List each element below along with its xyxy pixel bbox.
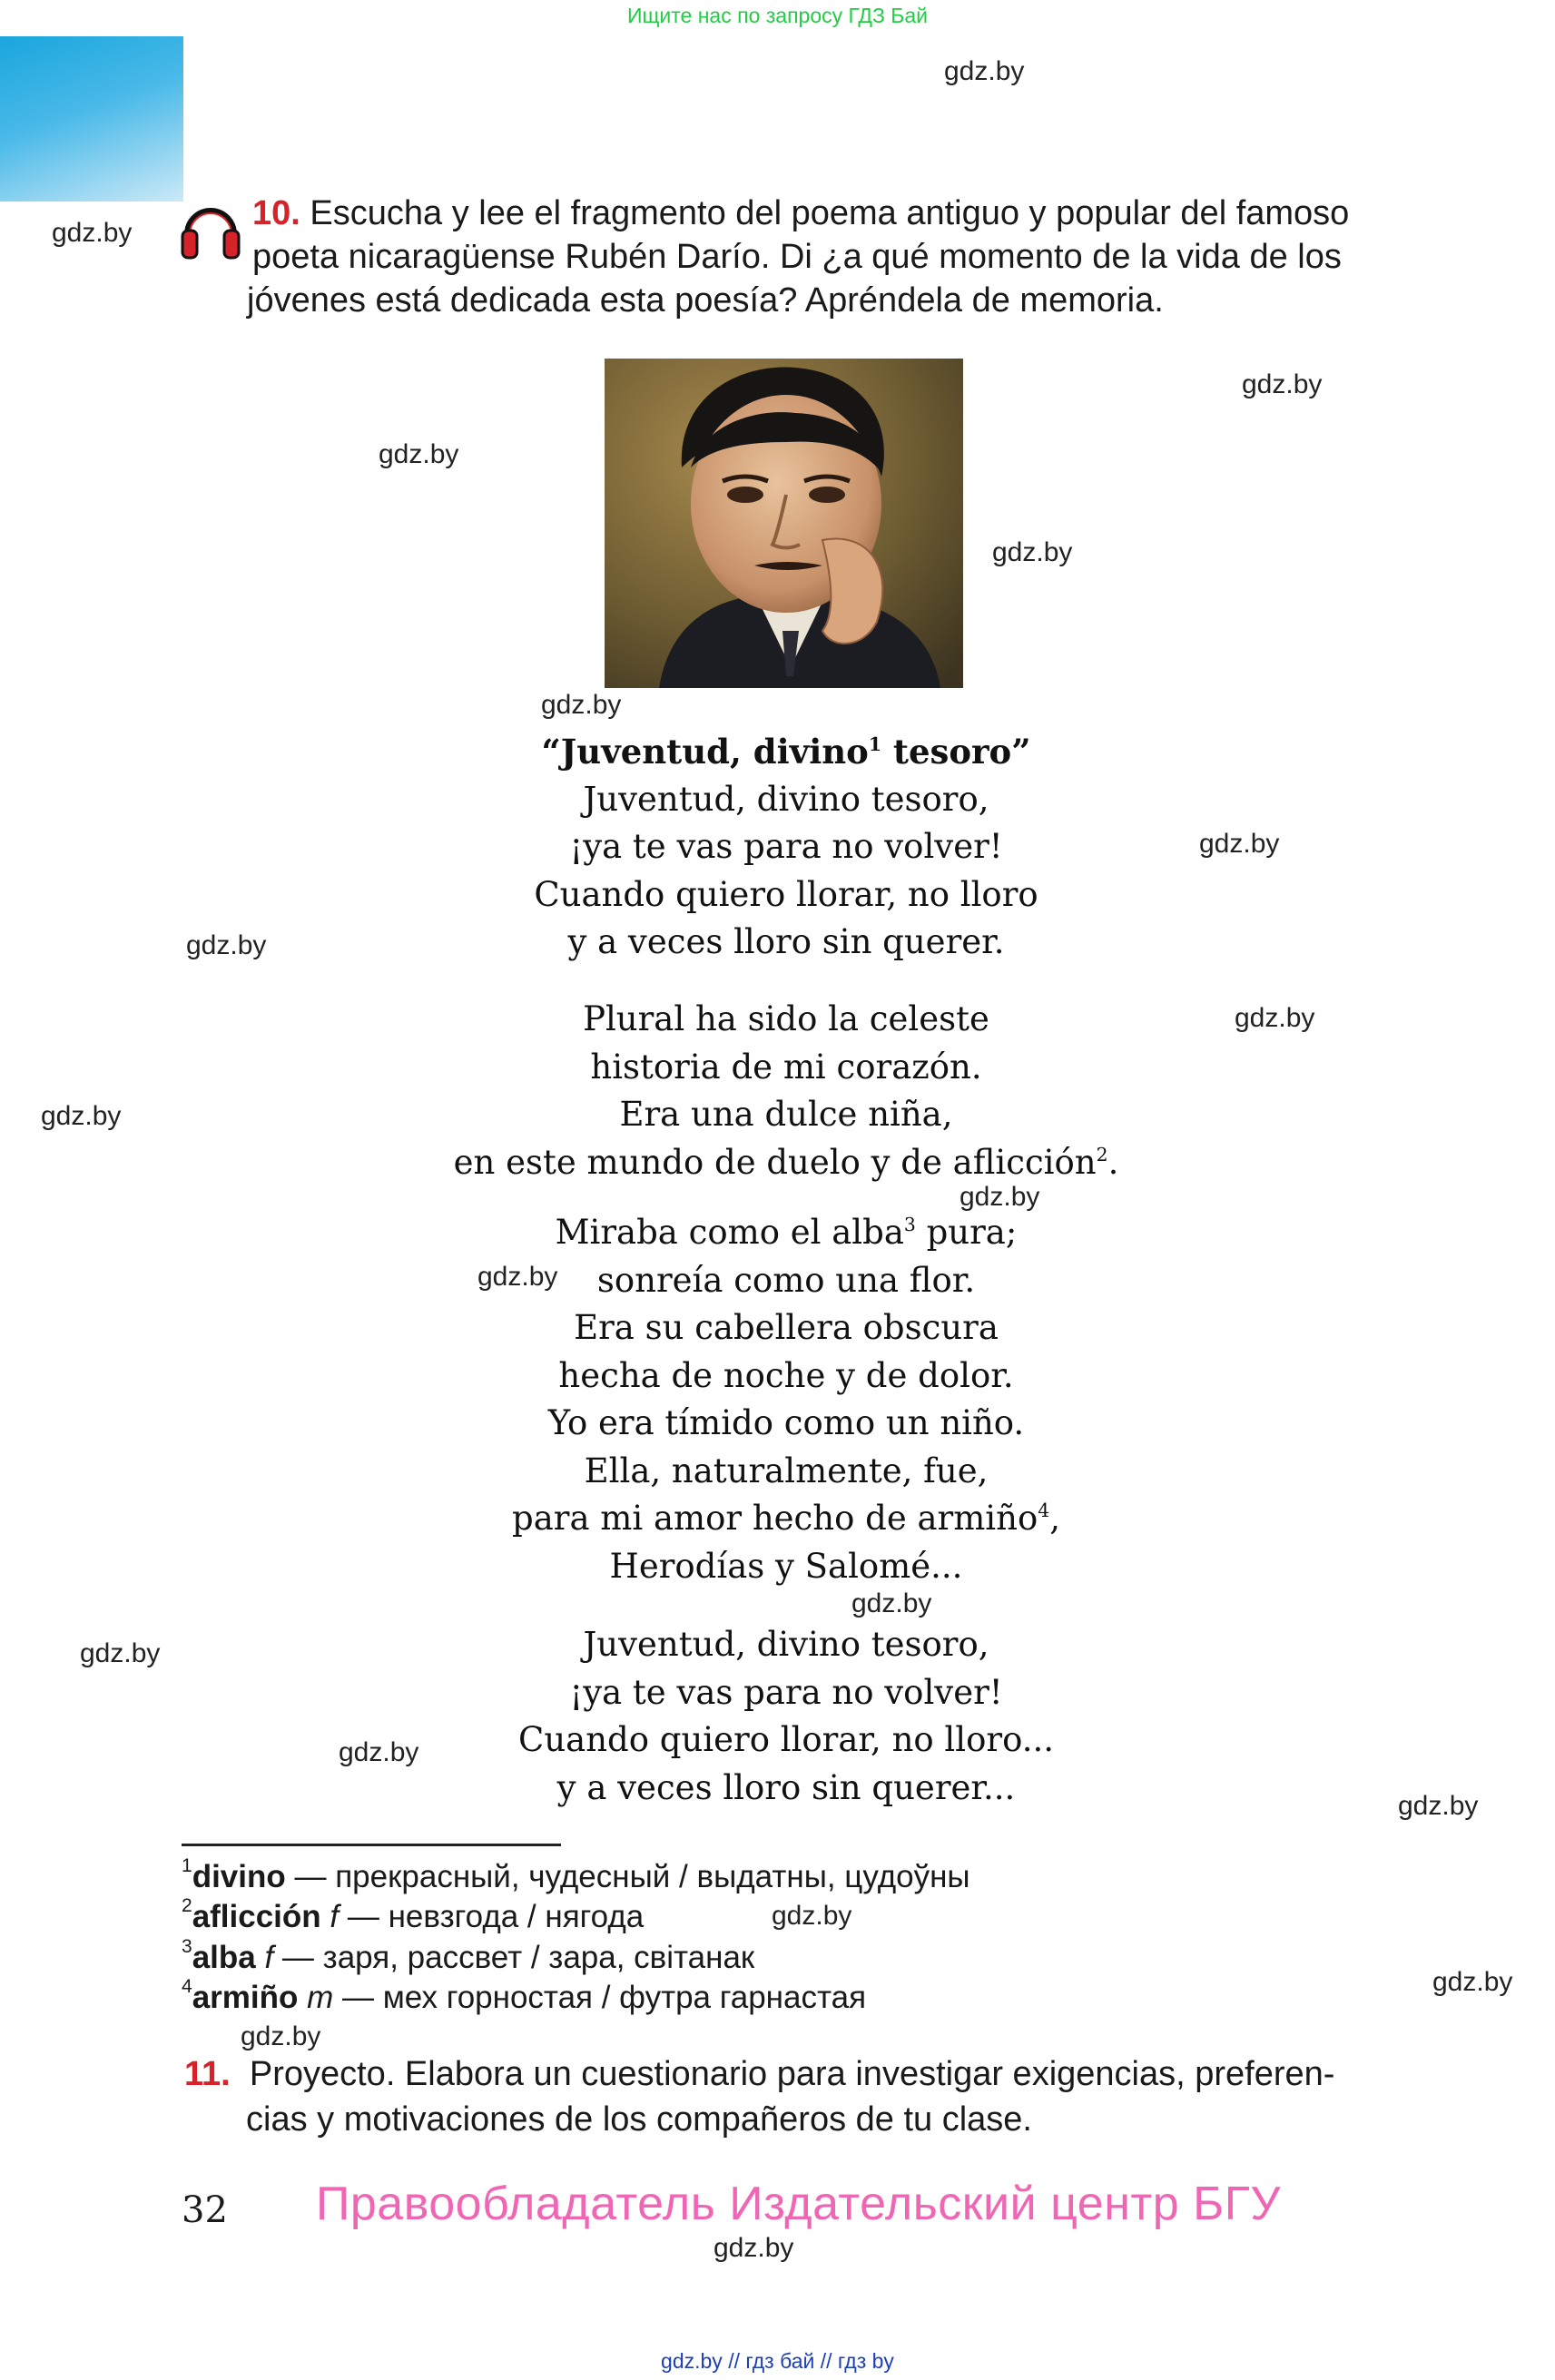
headphones-icon bbox=[180, 198, 241, 261]
watermark: gdz.by bbox=[944, 56, 1025, 86]
watermark: gdz.by bbox=[80, 1638, 161, 1668]
watermark: gdz.by bbox=[1235, 1003, 1315, 1033]
task-10-line-2: poeta nicaragüense Rubén Darío. Di ¿a qué momento de la vida de los bbox=[252, 238, 1342, 276]
footnote bbox=[182, 1978, 866, 2019]
poem-line bbox=[260, 1139, 1313, 1187]
footnote bbox=[182, 1857, 970, 1898]
poem bbox=[260, 728, 1313, 967]
footnote-ref: 2 bbox=[1096, 1143, 1108, 1165]
watermark: gdz.by bbox=[186, 930, 267, 960]
footnote-ref: 4 bbox=[1038, 1499, 1050, 1521]
footnote-number: 2 bbox=[182, 1895, 192, 1917]
footnote-word: armiño bbox=[192, 1980, 299, 2015]
poem-line: hecha de noche y de dolor. bbox=[558, 1355, 1014, 1395]
watermark: gdz.by bbox=[772, 1901, 852, 1931]
task-10-number: 10. bbox=[252, 194, 300, 232]
poem-line-part: pura; bbox=[915, 1213, 1018, 1252]
footnote-number: 4 bbox=[182, 1976, 192, 1998]
poem-line: Era su cabellera obscura bbox=[574, 1308, 999, 1347]
footnote-ref: 3 bbox=[903, 1213, 916, 1235]
footnote-divider bbox=[182, 1844, 561, 1846]
poem-line: y a veces lloro sin querer... bbox=[556, 1767, 1016, 1807]
task-11 bbox=[184, 2051, 1392, 2142]
watermark: gdz.by bbox=[714, 2233, 794, 2263]
watermark: gdz.by bbox=[241, 2021, 321, 2051]
footnote-ref: 1 bbox=[868, 733, 881, 755]
footnote bbox=[182, 1897, 644, 1938]
poem-title-part: tesoro” bbox=[881, 732, 1031, 772]
poem-stanza-2 bbox=[260, 996, 1313, 1186]
watermark: gdz.by bbox=[1432, 1967, 1513, 1997]
page-number: 32 bbox=[182, 2189, 228, 2231]
watermark: gdz.by bbox=[992, 537, 1073, 567]
poem-title bbox=[260, 728, 1313, 776]
corner-decoration bbox=[0, 36, 183, 202]
poem-line: Juventud, divino tesoro, bbox=[583, 1625, 989, 1664]
footnote bbox=[182, 1938, 754, 1979]
footnote-gender: f bbox=[330, 1899, 340, 1934]
portrait-image bbox=[605, 359, 963, 688]
footnote-word: divino bbox=[192, 1859, 286, 1894]
footer-links[interactable]: gdz.by // гдз бай // гдз by bbox=[661, 2349, 894, 2373]
poem-line: Cuando quiero llorar, no lloro... bbox=[518, 1720, 1054, 1759]
poem-line: ¡ya te vas para no volver! bbox=[569, 1672, 1003, 1712]
watermark: gdz.by bbox=[1242, 369, 1323, 399]
header-note[interactable]: Ищите нас по запросу ГДЗ Бай bbox=[626, 4, 929, 27]
footnote-text: — невзгода / нягода bbox=[339, 1899, 645, 1934]
poem-line: Cuando quiero llorar, no lloro bbox=[534, 874, 1038, 914]
watermark: gdz.by bbox=[52, 218, 133, 248]
footnote-text: — прекрасный, чудесный / выдатны, цудоўны bbox=[285, 1859, 970, 1894]
poem-line: Herodías y Salomé... bbox=[609, 1546, 963, 1586]
poem-stanza-3 bbox=[260, 1621, 1313, 1812]
poem-line: Ella, naturalmente, fue, bbox=[584, 1451, 989, 1490]
footnote-number: 3 bbox=[182, 1936, 192, 1958]
task-11-text: Proyecto. Elabora un cuestionario para investigar exigencias, preferen- bbox=[249, 2055, 1335, 2093]
footnote-gender: f bbox=[264, 1940, 274, 1975]
task-11-number: 11. bbox=[184, 2055, 231, 2093]
footnote-number: 1 bbox=[182, 1855, 192, 1877]
poem-line-part: para mi amor hecho de armiño bbox=[512, 1499, 1038, 1538]
poem-line: sonreía como una flor. bbox=[596, 1260, 976, 1300]
poem-line: Plural ha sido la celeste bbox=[583, 999, 989, 1038]
watermark: gdz.by bbox=[1199, 829, 1280, 859]
watermark: gdz.by bbox=[477, 1262, 558, 1292]
poem-title-part: “Juventud, divino bbox=[541, 732, 869, 772]
poem-stanza-2-cont bbox=[260, 1209, 1313, 1590]
footnote-gender: m bbox=[307, 1980, 334, 2015]
poem-line-part: en este mundo de duelo y de aflicción bbox=[453, 1142, 1097, 1182]
watermark: gdz.by bbox=[339, 1737, 419, 1767]
task-11-line-1 bbox=[184, 2051, 1392, 2097]
watermark: gdz.by bbox=[541, 690, 622, 720]
task-11-line-2: cias y motivaciones de los compañeros de tu clase. bbox=[246, 2100, 1032, 2139]
footnote-text: — заря, рассвет / зара, світанак bbox=[273, 1940, 755, 1975]
poem-line: Juventud, divino tesoro, bbox=[583, 779, 989, 819]
poem-line: historia de mi corazón. bbox=[590, 1047, 982, 1087]
watermark: gdz.by bbox=[960, 1182, 1040, 1212]
watermark: gdz.by bbox=[379, 439, 459, 469]
poem-line-part: Miraba como el alba bbox=[555, 1213, 904, 1252]
footnote-word: aflicción bbox=[192, 1899, 321, 1934]
poem-line: Yo era tímido como un niño. bbox=[547, 1403, 1025, 1442]
copyright-notice: Правообладатель Издательский центр БГУ bbox=[316, 2178, 1281, 2230]
poem-line-part: , bbox=[1049, 1499, 1060, 1538]
poem-line: Era una dulce niña, bbox=[619, 1095, 953, 1134]
poem-line-part: . bbox=[1107, 1142, 1119, 1182]
task-10-text: Escucha y lee el fragmento del poema antiguo y popular del famoso bbox=[310, 194, 1350, 232]
watermark: gdz.by bbox=[1398, 1791, 1479, 1821]
poem-line: y a veces lloro sin querer. bbox=[567, 922, 1005, 961]
poem-line: ¡ya te vas para no volver! bbox=[569, 827, 1003, 866]
footnote-word: alba bbox=[192, 1940, 256, 1975]
watermark: gdz.by bbox=[851, 1588, 932, 1618]
task-10-line-3: jóvenes está dedicada esta poesía? Apréndela de memoria. bbox=[247, 281, 1164, 320]
poem-line bbox=[260, 1209, 1313, 1257]
task-10-line-1 bbox=[252, 192, 1349, 235]
poem-line bbox=[260, 1495, 1313, 1543]
footnote-text: — мех горностая / футра гарнастая bbox=[333, 1980, 867, 2015]
watermark: gdz.by bbox=[41, 1101, 122, 1131]
